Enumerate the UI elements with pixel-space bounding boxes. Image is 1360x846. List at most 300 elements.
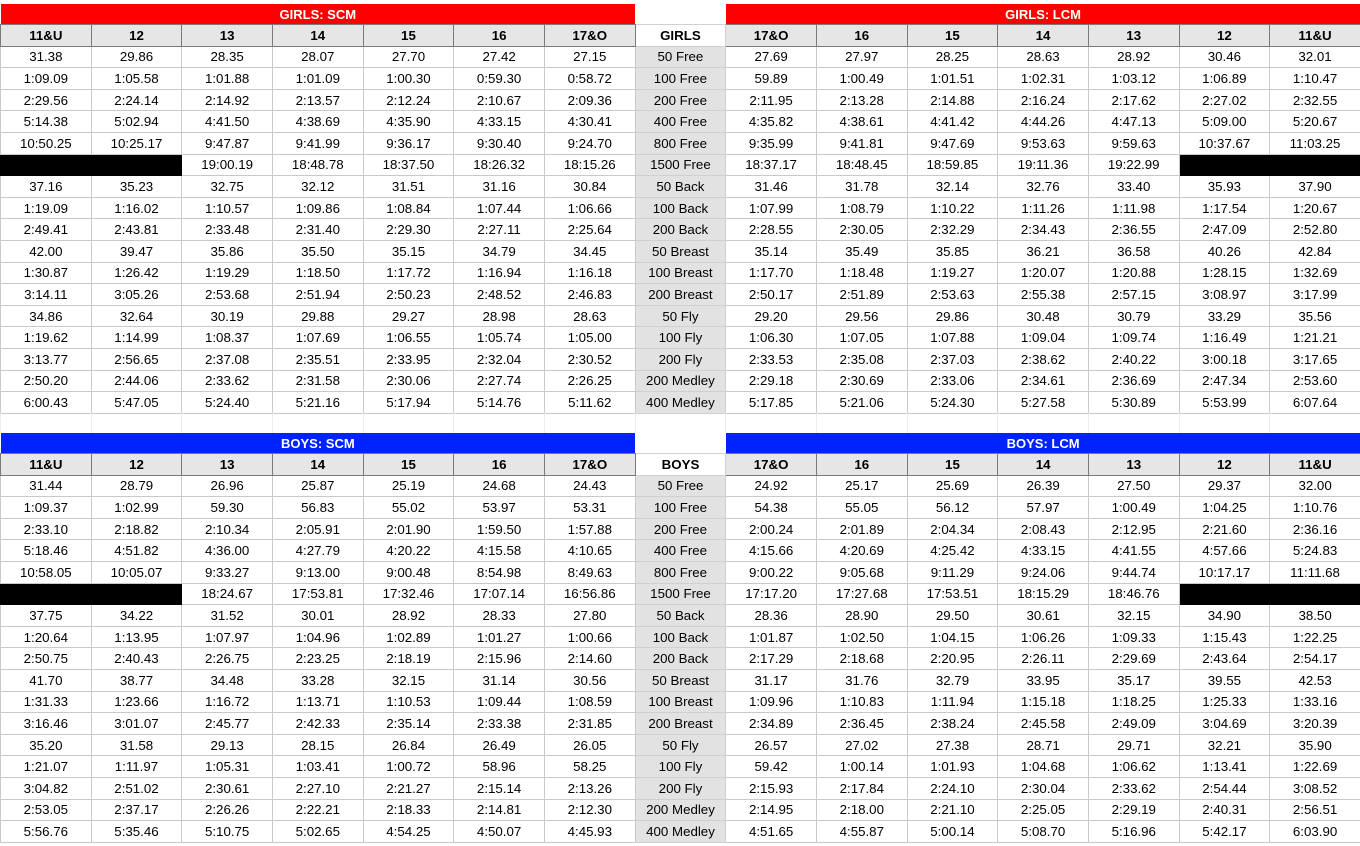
scm-time-cell: 24.43: [544, 475, 635, 497]
scm-time-cell: 1:05.74: [454, 327, 545, 349]
scm-time-cell: 10:50.25: [1, 132, 92, 154]
lcm-time-cell: 1:17.70: [726, 262, 817, 284]
center-header: BOYS: [635, 454, 726, 476]
scm-time-cell: 59.30: [182, 497, 273, 519]
scm-time-cell: 1:07.69: [272, 327, 363, 349]
event-label: 100 Fly: [635, 327, 726, 349]
scm-time-cell: 1:10.57: [182, 197, 273, 219]
lcm-time-cell: 3:17.99: [1270, 284, 1360, 306]
scm-time-cell: 2:10.34: [182, 518, 273, 540]
lcm-time-cell: 5:24.30: [907, 392, 998, 414]
scm-time-cell: 1:08.37: [182, 327, 273, 349]
lcm-time-cell: 2:20.95: [907, 648, 998, 670]
lcm-time-cell: 2:30.69: [816, 370, 907, 392]
lcm-time-cell: 2:21.10: [907, 799, 998, 821]
scm-time-cell: 2:09.36: [544, 89, 635, 111]
lcm-time-cell: 5:53.99: [1179, 392, 1270, 414]
lcm-time-cell: 1:13.41: [1179, 756, 1270, 778]
scm-time-cell: 2:23.25: [272, 648, 363, 670]
scm-time-cell: 1:16.02: [91, 197, 182, 219]
empty-cell: [1179, 154, 1270, 176]
lcm-time-cell: 1:09.96: [726, 691, 817, 713]
scm-time-cell: 2:01.90: [363, 518, 454, 540]
scm-time-cell: 1:13.95: [91, 626, 182, 648]
lcm-time-cell: 30.79: [1088, 305, 1179, 327]
scm-time-cell: 31.14: [454, 669, 545, 691]
scm-time-cell: 3:13.77: [1, 348, 92, 370]
scm-time-cell: 35.20: [1, 734, 92, 756]
table-row: [1, 176, 1360, 198]
event-label: 400 Medley: [635, 392, 726, 414]
lcm-time-cell: 2:24.10: [907, 777, 998, 799]
lcm-time-cell: 35.56: [1270, 305, 1360, 327]
lcm-time-cell: 2:37.03: [907, 348, 998, 370]
scm-time-cell: 0:58.72: [544, 68, 635, 90]
scm-age-header: 14: [272, 454, 363, 476]
center-header: GIRLS: [635, 25, 726, 47]
scm-time-cell: 31.16: [454, 176, 545, 198]
lcm-time-cell: 28.71: [998, 734, 1089, 756]
scm-time-cell: 58.96: [454, 756, 545, 778]
scm-time-cell: 2:45.77: [182, 713, 273, 735]
lcm-time-cell: 1:04.25: [1179, 497, 1270, 519]
scm-time-cell: 1:09.09: [1, 68, 92, 90]
lcm-time-cell: 2:51.89: [816, 284, 907, 306]
scm-time-cell: 1:10.53: [363, 691, 454, 713]
event-label: 1500 Free: [635, 154, 726, 176]
lcm-time-cell: 1:01.93: [907, 756, 998, 778]
scm-time-cell: 17:07.14: [454, 583, 545, 605]
scm-time-cell: 33.28: [272, 669, 363, 691]
spacer-cell: [907, 413, 998, 433]
scm-time-cell: 9:24.70: [544, 132, 635, 154]
scm-time-cell: 2:27.10: [272, 777, 363, 799]
lcm-time-cell: 2:36.55: [1088, 219, 1179, 241]
table-row: [1, 497, 1360, 519]
scm-time-cell: 1:57.88: [544, 518, 635, 540]
scm-time-cell: 18:26.32: [454, 154, 545, 176]
scm-time-cell: 2:26.26: [182, 799, 273, 821]
event-label: 800 Free: [635, 132, 726, 154]
scm-time-cell: 34.22: [91, 605, 182, 627]
lcm-time-cell: 3:04.69: [1179, 713, 1270, 735]
scm-age-header: 11&U: [1, 454, 92, 476]
lcm-time-cell: 11:11.68: [1270, 561, 1360, 583]
scm-time-cell: 2:26.25: [544, 370, 635, 392]
lcm-time-cell: 2:47.34: [1179, 370, 1270, 392]
event-label: 800 Free: [635, 561, 726, 583]
lcm-time-cell: 9:11.29: [907, 561, 998, 583]
lcm-time-cell: 29.50: [907, 605, 998, 627]
scm-time-cell: 2:32.04: [454, 348, 545, 370]
lcm-time-cell: 1:22.25: [1270, 626, 1360, 648]
lcm-time-cell: 17:53.51: [907, 583, 998, 605]
scm-time-cell: 4:15.58: [454, 540, 545, 562]
boys-standards-table: [0, 433, 1360, 843]
scm-time-cell: 1:05.31: [182, 756, 273, 778]
spacer-cell: [997, 413, 1088, 433]
table-row: [1, 756, 1360, 778]
event-label: 50 Breast: [635, 669, 726, 691]
lcm-time-cell: 4:15.66: [726, 540, 817, 562]
lcm-time-cell: 33.95: [998, 669, 1089, 691]
lcm-time-cell: 28.25: [907, 46, 998, 68]
lcm-time-cell: 2:13.28: [816, 89, 907, 111]
scm-time-cell: 32.12: [272, 176, 363, 198]
lcm-time-cell: 1:25.33: [1179, 691, 1270, 713]
lcm-time-cell: 2:17.62: [1088, 89, 1179, 111]
lcm-time-cell: 10:17.17: [1179, 561, 1270, 583]
scm-time-cell: 2:48.52: [454, 284, 545, 306]
lcm-time-cell: 2:16.24: [998, 89, 1089, 111]
scm-time-cell: 5:35.46: [91, 821, 182, 843]
table-row: [1, 821, 1360, 843]
lcm-time-cell: 1:20.67: [1270, 197, 1360, 219]
scm-time-cell: 2:18.33: [363, 799, 454, 821]
spacer-cell: [91, 413, 182, 433]
lcm-time-cell: 27.50: [1088, 475, 1179, 497]
scm-time-cell: 6:00.43: [1, 392, 92, 414]
scm-time-cell: 1:06.66: [544, 197, 635, 219]
lcm-time-cell: 4:38.61: [816, 111, 907, 133]
spacer-cell: [363, 413, 454, 433]
lcm-time-cell: 9:47.69: [907, 132, 998, 154]
lcm-time-cell: 2:29.69: [1088, 648, 1179, 670]
scm-time-cell: 8:49.63: [544, 561, 635, 583]
scm-time-cell: 4:33.15: [454, 111, 545, 133]
scm-time-cell: 9:36.17: [363, 132, 454, 154]
scm-time-cell: 31.44: [1, 475, 92, 497]
scm-time-cell: 2:31.85: [544, 713, 635, 735]
lcm-time-cell: 29.86: [907, 305, 998, 327]
scm-time-cell: 2:14.81: [454, 799, 545, 821]
scm-age-header: 17&O: [544, 454, 635, 476]
lcm-time-cell: 32.79: [907, 669, 998, 691]
scm-time-cell: 2:46.83: [544, 284, 635, 306]
lcm-time-cell: 1:10.76: [1270, 497, 1360, 519]
scm-time-cell: 1:09.86: [272, 197, 363, 219]
lcm-time-cell: 10:37.67: [1179, 132, 1270, 154]
scm-time-cell: 1:06.55: [363, 327, 454, 349]
scm-time-cell: 9:41.99: [272, 132, 363, 154]
event-label: 200 Free: [635, 89, 726, 111]
table-row: [1, 132, 1360, 154]
lcm-title: BOYS: LCM: [726, 433, 1360, 454]
lcm-time-cell: 32.76: [998, 176, 1089, 198]
scm-time-cell: 2:15.96: [454, 648, 545, 670]
lcm-time-cell: 2:00.24: [726, 518, 817, 540]
lcm-time-cell: 35.90: [1270, 734, 1360, 756]
lcm-time-cell: 25.69: [907, 475, 998, 497]
lcm-time-cell: 1:20.07: [998, 262, 1089, 284]
scm-time-cell: 1:17.72: [363, 262, 454, 284]
lcm-time-cell: 9:53.63: [998, 132, 1089, 154]
event-label: 50 Breast: [635, 240, 726, 262]
scm-time-cell: 2:22.21: [272, 799, 363, 821]
lcm-time-cell: 32.01: [1270, 46, 1360, 68]
lcm-time-cell: 5:20.67: [1270, 111, 1360, 133]
lcm-time-cell: 29.20: [726, 305, 817, 327]
lcm-time-cell: 2:55.38: [998, 284, 1089, 306]
scm-time-cell: 0:59.30: [454, 68, 545, 90]
scm-time-cell: 1:59.50: [454, 518, 545, 540]
scm-time-cell: 2:33.10: [1, 518, 92, 540]
event-label: 200 Free: [635, 518, 726, 540]
scm-time-cell: 2:14.60: [544, 648, 635, 670]
lcm-time-cell: 4:35.82: [726, 111, 817, 133]
scm-time-cell: 1:23.66: [91, 691, 182, 713]
lcm-time-cell: 1:19.27: [907, 262, 998, 284]
event-label: 400 Free: [635, 540, 726, 562]
lcm-time-cell: 1:10.22: [907, 197, 998, 219]
scm-time-cell: 29.88: [272, 305, 363, 327]
lcm-time-cell: 1:00.14: [816, 756, 907, 778]
scm-time-cell: 34.86: [1, 305, 92, 327]
lcm-time-cell: 25.17: [816, 475, 907, 497]
scm-time-cell: 26.84: [363, 734, 454, 756]
scm-age-header: 12: [91, 25, 182, 47]
lcm-time-cell: 6:03.90: [1270, 821, 1360, 843]
scm-age-header: 11&U: [1, 25, 92, 47]
lcm-time-cell: 9:35.99: [726, 132, 817, 154]
scm-time-cell: 32.15: [363, 669, 454, 691]
lcm-time-cell: 2:40.22: [1088, 348, 1179, 370]
scm-time-cell: 2:14.92: [182, 89, 273, 111]
scm-time-cell: 35.15: [363, 240, 454, 262]
scm-time-cell: 26.05: [544, 734, 635, 756]
table-row: [1, 392, 1360, 414]
lcm-time-cell: 2:33.53: [726, 348, 817, 370]
scm-time-cell: 30.19: [182, 305, 273, 327]
scm-age-header: 16: [454, 454, 545, 476]
lcm-time-cell: 18:48.45: [816, 154, 907, 176]
spacer-cell: [544, 413, 635, 433]
lcm-time-cell: 4:33.15: [998, 540, 1089, 562]
lcm-time-cell: 54.38: [726, 497, 817, 519]
event-label: 50 Fly: [635, 734, 726, 756]
spacer-cell: [1088, 413, 1179, 433]
table-row: [1, 648, 1360, 670]
lcm-time-cell: 32.00: [1270, 475, 1360, 497]
scm-time-cell: 10:05.07: [91, 561, 182, 583]
lcm-time-cell: 2:57.15: [1088, 284, 1179, 306]
scm-time-cell: 37.16: [1, 176, 92, 198]
scm-time-cell: 28.98: [454, 305, 545, 327]
lcm-time-cell: 30.48: [998, 305, 1089, 327]
lcm-time-cell: 1:20.88: [1088, 262, 1179, 284]
lcm-time-cell: 6:07.64: [1270, 392, 1360, 414]
lcm-time-cell: 2:04.34: [907, 518, 998, 540]
lcm-time-cell: 4:51.65: [726, 821, 817, 843]
scm-time-cell: 1:02.99: [91, 497, 182, 519]
scm-time-cell: 5:18.46: [1, 540, 92, 562]
empty-cell: [91, 583, 182, 605]
scm-age-header: 15: [363, 25, 454, 47]
lcm-time-cell: 2:27.02: [1179, 89, 1270, 111]
scm-title: GIRLS: SCM: [1, 4, 636, 25]
lcm-time-cell: 2:36.69: [1088, 370, 1179, 392]
lcm-time-cell: 2:28.55: [726, 219, 817, 241]
scm-time-cell: 4:27.79: [272, 540, 363, 562]
lcm-time-cell: 17:17.20: [726, 583, 817, 605]
table-row: [1, 713, 1360, 735]
spacer-cell: [0, 413, 91, 433]
scm-time-cell: 2:24.14: [91, 89, 182, 111]
event-label: 100 Breast: [635, 691, 726, 713]
scm-time-cell: 9:13.00: [272, 561, 363, 583]
lcm-time-cell: 35.17: [1088, 669, 1179, 691]
lcm-time-cell: 27.97: [816, 46, 907, 68]
lcm-time-cell: 4:47.13: [1088, 111, 1179, 133]
lcm-time-cell: 2:17.84: [816, 777, 907, 799]
section-banner-row: [1, 433, 1360, 454]
event-label: 100 Back: [635, 626, 726, 648]
event-label: 200 Fly: [635, 777, 726, 799]
lcm-time-cell: 40.26: [1179, 240, 1270, 262]
scm-time-cell: 1:31.33: [1, 691, 92, 713]
scm-time-cell: 1:03.41: [272, 756, 363, 778]
scm-time-cell: 2:21.27: [363, 777, 454, 799]
scm-time-cell: 1:00.66: [544, 626, 635, 648]
scm-time-cell: 2:53.68: [182, 284, 273, 306]
scm-time-cell: 1:00.72: [363, 756, 454, 778]
scm-age-header: 12: [91, 454, 182, 476]
lcm-time-cell: 2:53.60: [1270, 370, 1360, 392]
lcm-time-cell: 2:26.11: [998, 648, 1089, 670]
lcm-time-cell: 3:08.97: [1179, 284, 1270, 306]
scm-time-cell: 2:30.52: [544, 348, 635, 370]
table-row: [1, 518, 1360, 540]
section-spacer: [0, 413, 1360, 433]
scm-time-cell: 2:27.74: [454, 370, 545, 392]
lcm-time-cell: 1:07.99: [726, 197, 817, 219]
lcm-time-cell: 59.89: [726, 68, 817, 90]
lcm-time-cell: 1:33.16: [1270, 691, 1360, 713]
lcm-time-cell: 1:11.98: [1088, 197, 1179, 219]
scm-time-cell: 2:25.64: [544, 219, 635, 241]
table-row: [1, 219, 1360, 241]
scm-time-cell: 3:05.26: [91, 284, 182, 306]
lcm-time-cell: 1:15.18: [998, 691, 1089, 713]
scm-age-header: 14: [272, 25, 363, 47]
lcm-age-header: 16: [816, 25, 907, 47]
lcm-time-cell: 30.46: [1179, 46, 1270, 68]
lcm-time-cell: 35.85: [907, 240, 998, 262]
scm-time-cell: 28.92: [363, 605, 454, 627]
lcm-time-cell: 36.58: [1088, 240, 1179, 262]
scm-time-cell: 1:19.09: [1, 197, 92, 219]
event-label: 100 Free: [635, 497, 726, 519]
scm-time-cell: 1:05.58: [91, 68, 182, 90]
scm-time-cell: 1:20.64: [1, 626, 92, 648]
lcm-time-cell: 1:09.04: [998, 327, 1089, 349]
scm-time-cell: 1:01.27: [454, 626, 545, 648]
lcm-time-cell: 5:21.06: [816, 392, 907, 414]
scm-time-cell: 2:13.57: [272, 89, 363, 111]
lcm-time-cell: 1:11.94: [907, 691, 998, 713]
spacer-cell: [181, 413, 272, 433]
lcm-age-header: 15: [907, 25, 998, 47]
section-banner-row: [1, 4, 1360, 25]
scm-time-cell: 5:47.05: [91, 392, 182, 414]
lcm-age-header: 12: [1179, 25, 1270, 47]
scm-time-cell: 2:33.95: [363, 348, 454, 370]
lcm-time-cell: 1:01.87: [726, 626, 817, 648]
lcm-time-cell: 2:54.17: [1270, 648, 1360, 670]
scm-time-cell: 2:27.11: [454, 219, 545, 241]
scm-age-header: 13: [182, 25, 273, 47]
scm-time-cell: 2:31.40: [272, 219, 363, 241]
lcm-time-cell: 42.84: [1270, 240, 1360, 262]
table-row: [1, 370, 1360, 392]
scm-time-cell: 2:33.62: [182, 370, 273, 392]
lcm-age-header: 15: [907, 454, 998, 476]
table-row: [1, 46, 1360, 68]
lcm-time-cell: 31.46: [726, 176, 817, 198]
table-row: [1, 669, 1360, 691]
scm-time-cell: 1:01.88: [182, 68, 273, 90]
empty-cell: [1179, 583, 1270, 605]
lcm-time-cell: 32.14: [907, 176, 998, 198]
lcm-time-cell: 1:06.26: [998, 626, 1089, 648]
scm-time-cell: 25.19: [363, 475, 454, 497]
scm-time-cell: 1:19.62: [1, 327, 92, 349]
scm-time-cell: 28.35: [182, 46, 273, 68]
table-row: [1, 197, 1360, 219]
scm-time-cell: 1:18.50: [272, 262, 363, 284]
lcm-time-cell: 29.37: [1179, 475, 1270, 497]
scm-time-cell: 4:20.22: [363, 540, 454, 562]
lcm-time-cell: 31.17: [726, 669, 817, 691]
lcm-time-cell: 56.12: [907, 497, 998, 519]
lcm-time-cell: 1:22.69: [1270, 756, 1360, 778]
scm-time-cell: 2:30.06: [363, 370, 454, 392]
event-label: 200 Medley: [635, 799, 726, 821]
lcm-time-cell: 2:18.00: [816, 799, 907, 821]
lcm-time-cell: 2:14.95: [726, 799, 817, 821]
scm-time-cell: 1:26.42: [91, 262, 182, 284]
lcm-time-cell: 1:02.50: [816, 626, 907, 648]
scm-time-cell: 2:29.30: [363, 219, 454, 241]
event-label: 400 Medley: [635, 821, 726, 843]
scm-time-cell: 1:07.44: [454, 197, 545, 219]
lcm-time-cell: 2:25.05: [998, 799, 1089, 821]
lcm-time-cell: 2:11.95: [726, 89, 817, 111]
lcm-time-cell: 1:00.49: [1088, 497, 1179, 519]
lcm-time-cell: 2:47.09: [1179, 219, 1270, 241]
lcm-time-cell: 1:11.26: [998, 197, 1089, 219]
spacer-cell: [725, 413, 816, 433]
lcm-time-cell: 3:08.52: [1270, 777, 1360, 799]
table-row: [1, 583, 1360, 605]
lcm-time-cell: 9:59.63: [1088, 132, 1179, 154]
scm-time-cell: 2:51.94: [272, 284, 363, 306]
scm-time-cell: 30.84: [544, 176, 635, 198]
lcm-time-cell: 2:30.04: [998, 777, 1089, 799]
scm-time-cell: 29.86: [91, 46, 182, 68]
lcm-time-cell: 5:00.14: [907, 821, 998, 843]
lcm-time-cell: 27.69: [726, 46, 817, 68]
lcm-time-cell: 3:20.39: [1270, 713, 1360, 735]
scm-time-cell: 29.13: [182, 734, 273, 756]
table-row: [1, 305, 1360, 327]
scm-time-cell: 4:10.65: [544, 540, 635, 562]
age-header-row: [1, 25, 1360, 47]
scm-time-cell: 2:33.48: [182, 219, 273, 241]
lcm-time-cell: 1:32.69: [1270, 262, 1360, 284]
scm-time-cell: 2:12.30: [544, 799, 635, 821]
scm-time-cell: 1:09.44: [454, 691, 545, 713]
